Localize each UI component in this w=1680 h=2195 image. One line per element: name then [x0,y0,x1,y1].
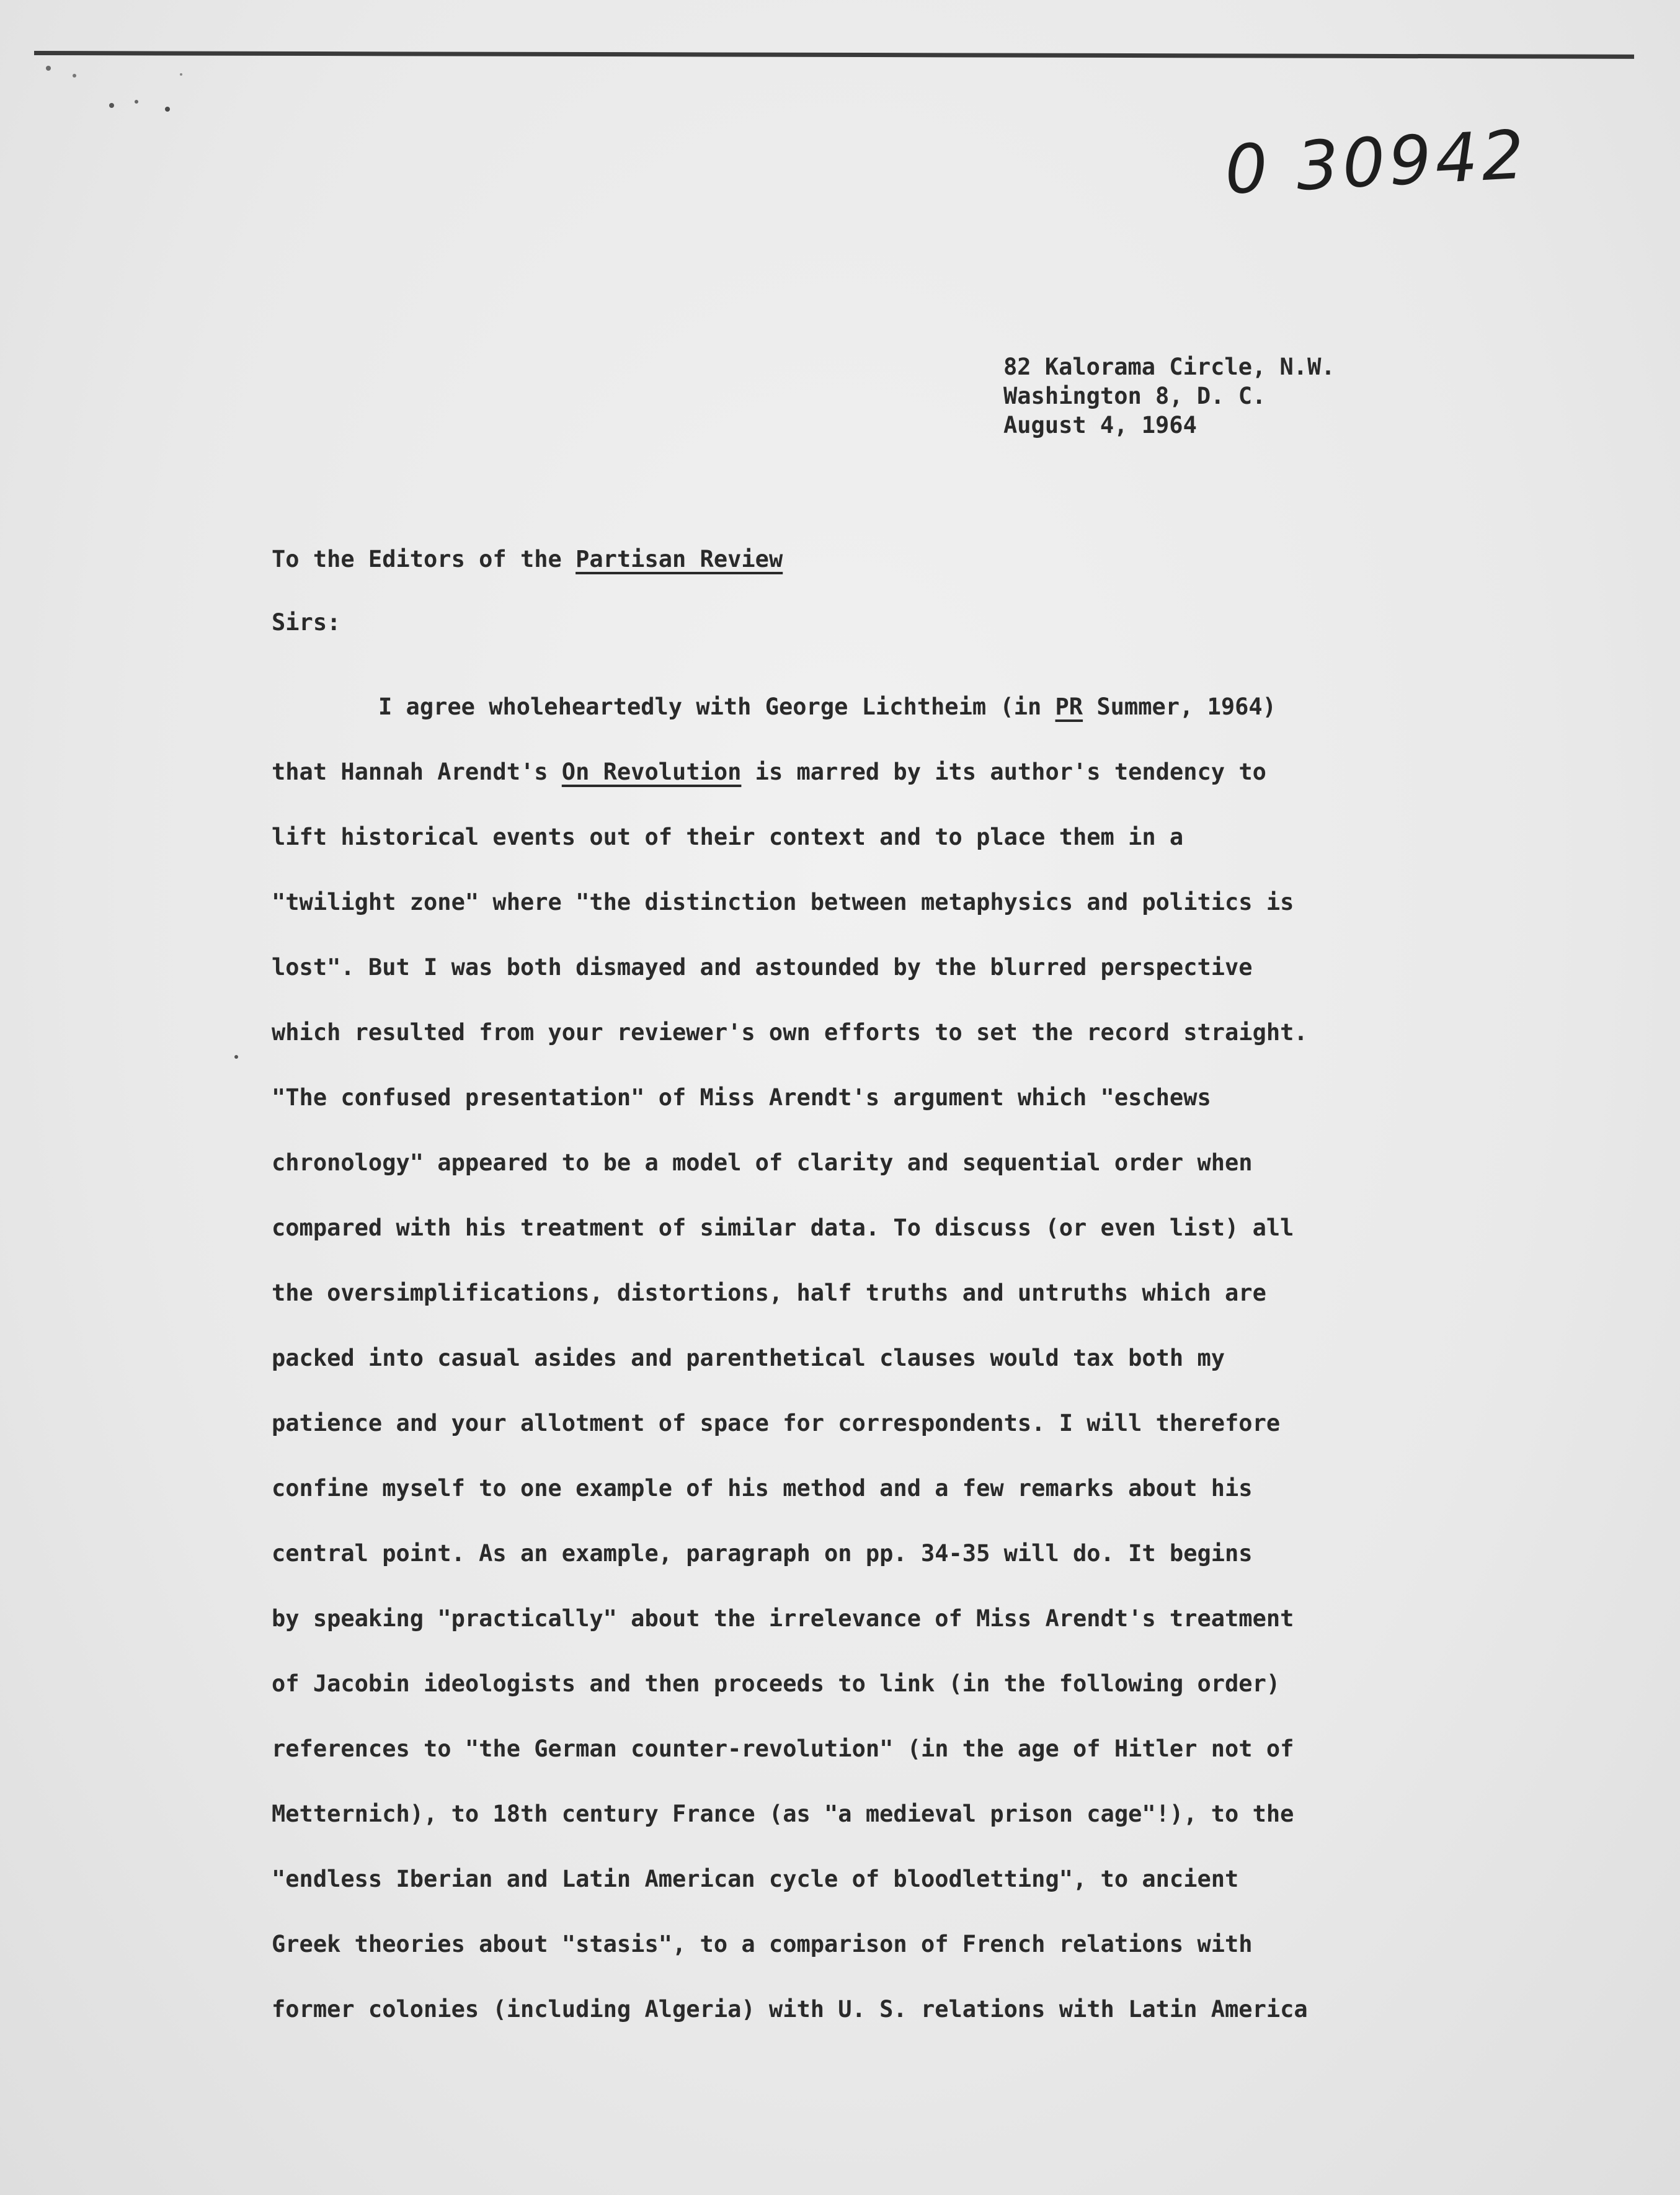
body-line: lost". But I was both dismayed and astounded by the blurred perspective [272,954,1253,981]
body-line: references to "the German counter-revolution" (in the age of Hitler not of [272,1735,1294,1762]
body-line: patience and your allotment of space for correspondents. I will therefore [272,1410,1281,1436]
recipient-line [272,546,783,572]
body-line: central point. As an example, paragraph on pp. 34-35 will do. It begins [272,1540,1253,1567]
body-line: former colonies (including Algeria) with U. S. relations with Latin America [272,1996,1308,2023]
body-line: "The confused presentation" of Miss Arendt's argument which "eschews [272,1084,1211,1111]
address-city: Washington 8, D. C. [1003,383,1266,409]
body-line: I agree wholeheartedly with George Lichtheim (in PR Summer, 1964) [378,693,1276,720]
top-edge-rule [34,51,1634,59]
body-line: lift historical events out of their context and to place them in a [272,824,1184,850]
handwritten-archive-number: 0 30942 [1223,116,1530,210]
body-line: Greek theories about "stasis", to a comparison of French relations with [272,1931,1253,1957]
letter-body [272,674,1512,2042]
publication-title: Partisan Review [576,546,783,572]
address-street: 82 Kalorama Circle, N.W. [1003,354,1335,380]
body-line: of Jacobin ideologists and then proceeds to link (in the following order) [272,1670,1281,1697]
body-line: which resulted from your reviewer's own efforts to set the record straight. [272,1019,1308,1046]
body-line: Metternich), to 18th century France (as "a medieval prison cage"!), to the [272,1801,1294,1827]
body-line: by speaking "practically" about the irrelevance of Miss Arendt's treatment [272,1605,1294,1632]
margin-speck [234,1055,238,1059]
body-line: the oversimplifications, distortions, half truths and untruths which are [272,1280,1266,1306]
recipient-prefix: To the Editors of the [272,546,576,572]
book-title: On Revolution [561,759,742,785]
letter-date: August 4, 1964 [1003,412,1197,439]
body-line: confine myself to one example of his method and a few remarks about his [272,1475,1253,1502]
body-line: compared with his treatment of similar data. To discuss (or even list) all [272,1214,1294,1241]
sender-address-block [1003,352,1335,440]
body-line: packed into casual asides and parenthetical clauses would tax both my [272,1345,1225,1371]
body-line: that Hannah Arendt's On Revolution is marred by its author's tendency to [272,759,1266,785]
pr-abbreviation: PR [1055,693,1083,720]
body-line: chronology" appeared to be a model of clarity and sequential order when [272,1149,1253,1176]
greeting: Sirs: [272,609,341,636]
body-line: "endless Iberian and Latin American cycle of bloodletting", to ancient [272,1866,1239,1892]
scan-specks [37,57,198,131]
body-line: "twilight zone" where "the distinction between metaphysics and politics is [272,889,1294,915]
